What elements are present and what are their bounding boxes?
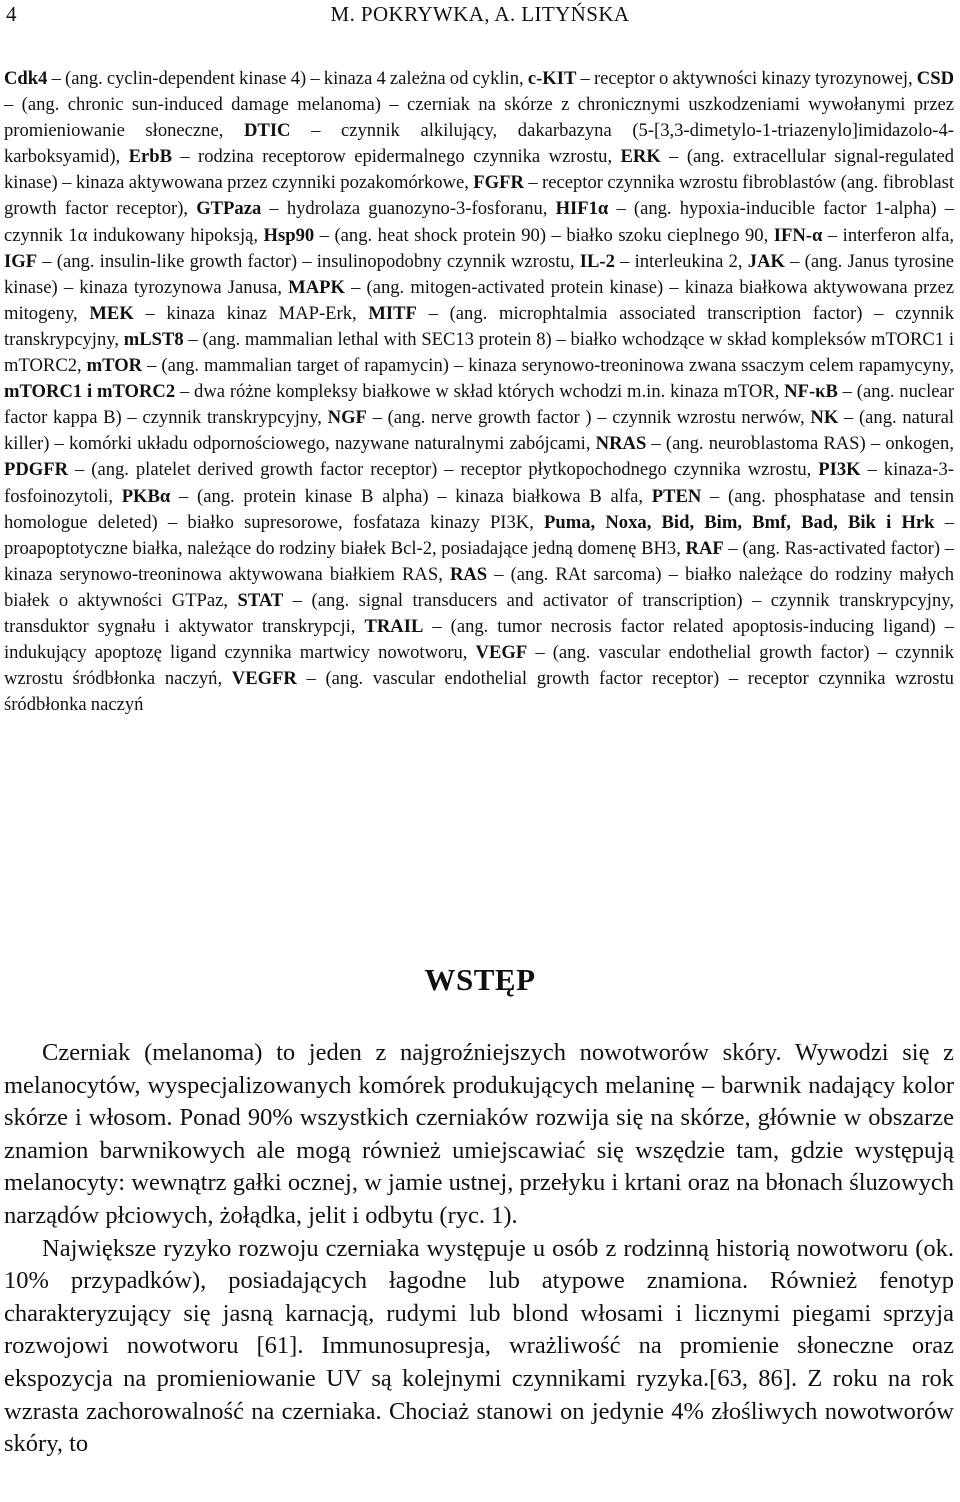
abbreviation-term: NK bbox=[810, 407, 839, 429]
abbreviation-definition: – (ang. signal transducers and activator of transcription) – czynnik transkrypcyjny, transduktor sygnału i aktywator transkrypcji, bbox=[4, 589, 954, 637]
abbreviation-term: PTEN bbox=[651, 485, 702, 507]
abbreviation-term: PI3K bbox=[818, 459, 861, 481]
abbreviation-definition: – (ang. Janus tyrosine kinase) – kinaza tyrozynowa Janusa, bbox=[4, 250, 954, 298]
abbreviation-term: IGF bbox=[4, 250, 38, 272]
paragraph: Największe ryzyko rozwoju czerniaka występuje u osób z rodzinną historią nowotworu (ok. 10% przypadków), posiadających łagodne lub atypowe znamiona. Również fenotyp charakteryzujący się jasną karnacją, rudymi lub blond włosami i licznymi piegami sprzyja rozwojowi nowotworu [61]. Immunosupresja, wrażliwość na promienie słoneczne oraz ekspozycja na promieniowanie UV są kolejnymi czynnikami ryzyka.[63, 86]. Z roku na rok wzrasta zachorowalność na czerniaka. Chociaż stanowi on jedynie 4% złośliwych nowotworów skóry, to bbox=[4, 1234, 954, 1458]
abbreviation-term: mTOR bbox=[86, 355, 143, 377]
abbreviation-definition: – hydrolaza guanozyno-3-fosforanu, bbox=[261, 198, 556, 220]
abbreviation-term: PKBα bbox=[121, 485, 171, 507]
abbreviation-definition: – (ang. mitogen-activated protein kinase) – kinaza białkowa aktywowana przez mitogeny, bbox=[4, 276, 955, 324]
abbreviation-definition: – receptor o aktywności kinazy tyrozynowej, bbox=[576, 68, 917, 89]
abbreviation-definition: – (ang. vascular endothelial growth factor receptor) – receptor czynnika wzrostu śródbłonka naczyń bbox=[4, 668, 954, 716]
abbreviation-term: NGF bbox=[327, 407, 367, 429]
abbreviation-term: STAT bbox=[237, 589, 284, 611]
abbreviation-definition: – (ang. Ras-activated factor) – kinaza serynowo-treoninowa aktywowana białkiem RAS, bbox=[4, 537, 954, 585]
abbreviation-term: ErbB bbox=[128, 146, 172, 168]
abbreviation-definition: – interferon alfa, bbox=[822, 224, 955, 246]
abbreviation-term: FGFR bbox=[473, 172, 524, 194]
page-number: 4 bbox=[6, 2, 17, 26]
abbreviation-term: CSD bbox=[916, 68, 954, 89]
abbreviation-definition: – (ang. natural killer) – komórki układu odpornościowego, nazywane naturalnymi zabójcami, bbox=[4, 407, 954, 455]
abbreviation-definition: – (ang. insulin-like growth factor) – insulinopodobny czynnik wzrostu, bbox=[37, 250, 580, 272]
abbreviation-term: c-KIT bbox=[527, 68, 577, 89]
abbreviation-definition: – (ang. mammalian lethal with SEC13 protein 8) – białko wchodzące w skład kompleksów mTORC1 i mTORC2, bbox=[4, 328, 954, 377]
abbreviation-term: JAK bbox=[747, 250, 785, 272]
abbreviation-definition: – (ang. microphtalmia associated transcription factor) – czynnik transkrypcyjny, bbox=[4, 302, 954, 350]
abbreviation-term: Cdk4 bbox=[4, 68, 48, 89]
abbreviation-term: NF-κB bbox=[784, 381, 838, 403]
abbreviation-definition: – proapoptotyczne białka, należące do rodziny białek Bcl-2, posiadające jedną domenę BH3, bbox=[4, 511, 954, 559]
abbreviation-definition: – (ang. nuclear factor kappa B) – czynnik transkrypcyjny, bbox=[4, 381, 955, 429]
abbreviation-definition: – (ang. protein kinase B alpha) – kinaza białkowa B alfa, bbox=[170, 485, 652, 507]
abbreviation-definition: – (ang. nerve growth factor ) – czynnik wzrostu nerwów, bbox=[366, 407, 811, 429]
abbreviation-definition: – kinaza kinaz MAP-Erk, bbox=[133, 302, 369, 324]
abbreviation-term: IFN-α bbox=[773, 224, 823, 246]
abbreviations-list bbox=[4, 66, 954, 718]
abbreviation-term: MEK bbox=[89, 302, 134, 324]
abbreviation-definition: – (ang. RAt sarcoma) – białko należące do rodziny małych białek o aktywności GTPaz, bbox=[4, 563, 954, 611]
abbreviation-definition: – interleukina 2, bbox=[614, 250, 748, 272]
abbreviation-definition: – (ang. platelet derived growth factor receptor) – receptor płytkopochodnego czynnika wzrostu, bbox=[68, 459, 819, 481]
abbreviation-term: PDGFR bbox=[4, 459, 69, 481]
abbreviation-term: IL-2 bbox=[579, 250, 615, 272]
abbreviation-definition: – (ang. heat shock protein 90) – białko szoku cieplnego 90, bbox=[314, 224, 774, 246]
page-header bbox=[0, 0, 960, 30]
abbreviation-definition: – (ang. chronic sun-induced damage melanoma) – czerniak na skórze z chronicznymi uszkodzeniami wywołanymi przez promieniowanie słoneczne, bbox=[4, 94, 954, 142]
abbreviation-term: DTIC bbox=[243, 120, 291, 142]
abbreviation-term: GTPaza bbox=[196, 198, 262, 220]
section-heading: WSTĘP bbox=[424, 962, 536, 997]
abbreviation-term: TRAIL bbox=[364, 615, 424, 637]
abbreviation-term: mLST8 bbox=[123, 328, 184, 350]
abbreviation-term: RAF bbox=[685, 537, 724, 559]
abbreviation-term: MAPK bbox=[288, 276, 345, 298]
section-body bbox=[4, 1037, 954, 1461]
abbreviation-term: Hsp90 bbox=[263, 224, 315, 246]
abbreviation-definition: – (ang. cyclin-dependent kinase 4) – kinaza 4 zależna od cyklin, bbox=[47, 68, 528, 89]
abbreviation-definition: – (ang. neuroblastoma RAS) – onkogen, bbox=[646, 433, 954, 455]
abbreviation-term: NRAS bbox=[595, 433, 647, 455]
running-head: M. POKRYWKA, A. LITYŃSKA bbox=[330, 2, 630, 26]
paragraph: Czerniak (melanoma) to jeden z najgroźniejszych nowotworów skóry. Wywodzi się z melanocytów, wyspecjalizowanych komórek produkujących melaninę – barwnik nadający kolor skórze i włosom. Ponad 90% wszystkich czerniaków rozwija się na skórze, głównie w obszarze znamion barwnikowych ale mogą również umiejscawiać się wszędzie tam, gdzie występują melanocyty: wewnątrz gałki ocznej, w jamie ustnej, przełyku i krtani oraz na błonach śluzowych narządów płciowych, żołądka, jelit i odbytu (ryc. 1). bbox=[4, 1039, 954, 1229]
abbreviation-definition: – czynnik alkilujący, dakarbazyna (5-[3,3-dimetylo-1-triazenylo]imidazolo-4-karboksyamid), bbox=[4, 120, 954, 168]
abbreviation-term: VEGF bbox=[475, 642, 528, 664]
abbreviation-term: Puma, Noxa, Bid, Bim, Bmf, Bad, Bik i Hrk bbox=[544, 511, 935, 533]
abbreviation-term: RAS bbox=[449, 563, 488, 585]
abbreviation-definition: – rodzina receptorow epidermalnego czynnika wzrostu, bbox=[171, 146, 621, 168]
abbreviation-definition: – dwa różne kompleksy białkowe w skład których wchodzi m.in. kinaza mTOR, bbox=[175, 381, 785, 403]
abbreviation-term: HIF1α bbox=[555, 198, 609, 220]
abbreviation-definition: – (ang. phosphatase and tensin homologue deleted) – białko supresorowe, fosfataza kinazy PI3K, bbox=[4, 485, 954, 533]
abbreviation-definition: – (ang. extracellular signal-regulated kinase) – kinaza aktywowana przez czynniki pozakomórkowe, bbox=[4, 146, 954, 194]
abbreviation-definition: – (ang. tumor necrosis factor related apoptosis-inducing ligand) – indukujący apoptozę ligand czynnika martwicy nowotworu, bbox=[4, 615, 954, 664]
abbreviation-definition: – (ang. vascular endothelial growth factor) – czynnik wzrostu śródbłonka naczyń, bbox=[4, 642, 954, 690]
abbreviation-term: VEGFR bbox=[231, 668, 297, 690]
abbreviation-definition: – (ang. hypoxia-inducible factor 1-alpha) – czynnik 1α indukowany hipoksją, bbox=[4, 198, 954, 246]
abbreviation-term: mTORC1 i mTORC2 bbox=[4, 381, 176, 403]
abbreviation-definition: – kinaza-3-fosfoinozytoli, bbox=[4, 459, 954, 507]
abbreviation-definition: – receptor czynnika wzrostu fibroblastów (ang. fibroblast growth factor receptor), bbox=[4, 172, 954, 220]
abbreviation-term: MITF bbox=[368, 302, 417, 324]
abbreviation-definition: – (ang. mammalian target of rapamycin) – kinaza serynowo-treoninowa zwana ssaczym celem rapamycyny, bbox=[142, 355, 954, 377]
abbreviation-term: ERK bbox=[620, 146, 661, 168]
